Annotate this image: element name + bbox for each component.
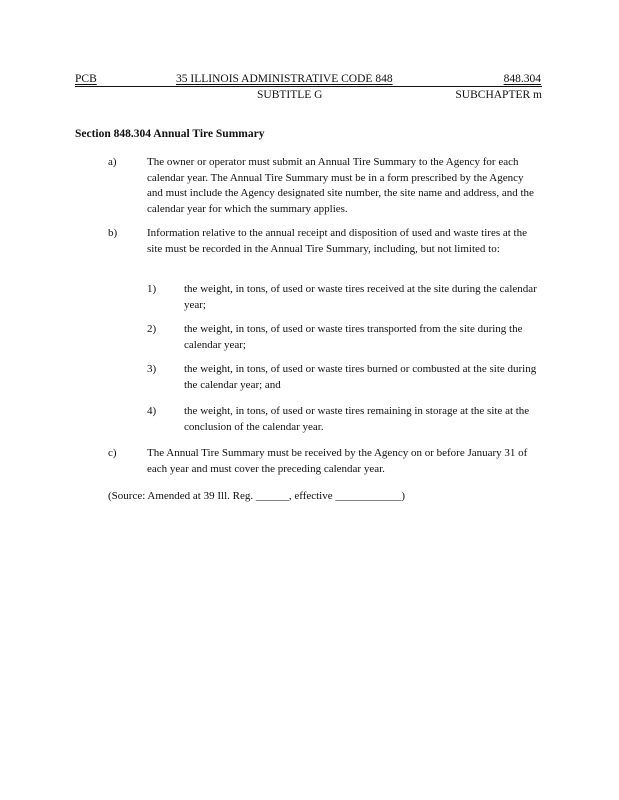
header-rule [75, 86, 542, 87]
header-subchapter: SUBCHAPTER m [455, 89, 542, 101]
paragraph-a-text: The owner or operator must submit an Annual Tire Summary to the Agency for each calendar year. The Annual Tire Summary must be in a form prescribed by the Agency and must include the Agency designated site number, the site name and address, and the calendar year for which the summary applies. [147, 156, 534, 215]
item-3-text: the weight, in tons, of used or waste tires burned or combusted at the site during the calendar year; and [184, 363, 537, 391]
item-1-text: the weight, in tons, of used or waste tires received at the site during the calendar year; [184, 283, 537, 311]
paragraph-a-label: a) [108, 156, 117, 168]
item-4-text: the weight, in tons, of used or waste tires remaining in storage at the site at the conclusion of the calendar year. [184, 405, 530, 433]
item-1-label: 1) [147, 283, 157, 295]
item-4-label: 4) [147, 405, 157, 417]
source-note: (Source: Amended at 39 Ill. Reg. ______, effective ____________) [108, 490, 406, 502]
paragraph-c-label: c) [108, 447, 117, 459]
item-2-label: 2) [147, 323, 157, 335]
paragraph-b-label: b) [108, 227, 118, 239]
paragraph-b-text: Information relative to the annual receipt and disposition of used and waste tires at the site must be recorded in the Annual Tire Summary, including, but not limited to: [147, 227, 527, 255]
item-2-text: the weight, in tons, of used or waste tires transported from the site during the calendar year; [184, 323, 523, 351]
header-subtitle: SUBTITLE G [257, 89, 323, 101]
section-title: Section 848.304 Annual Tire Summary [75, 128, 265, 140]
header-agency: PCB [75, 73, 97, 85]
item-3-label: 3) [147, 363, 157, 375]
header-section-number: 848.304 [503, 73, 541, 85]
paragraph-c-text: The Annual Tire Summary must be received by the Agency on or before January 31 of each year and must cover the preceding calendar year. [147, 447, 528, 475]
header-code-title: 35 ILLINOIS ADMINISTRATIVE CODE 848 [176, 73, 393, 85]
